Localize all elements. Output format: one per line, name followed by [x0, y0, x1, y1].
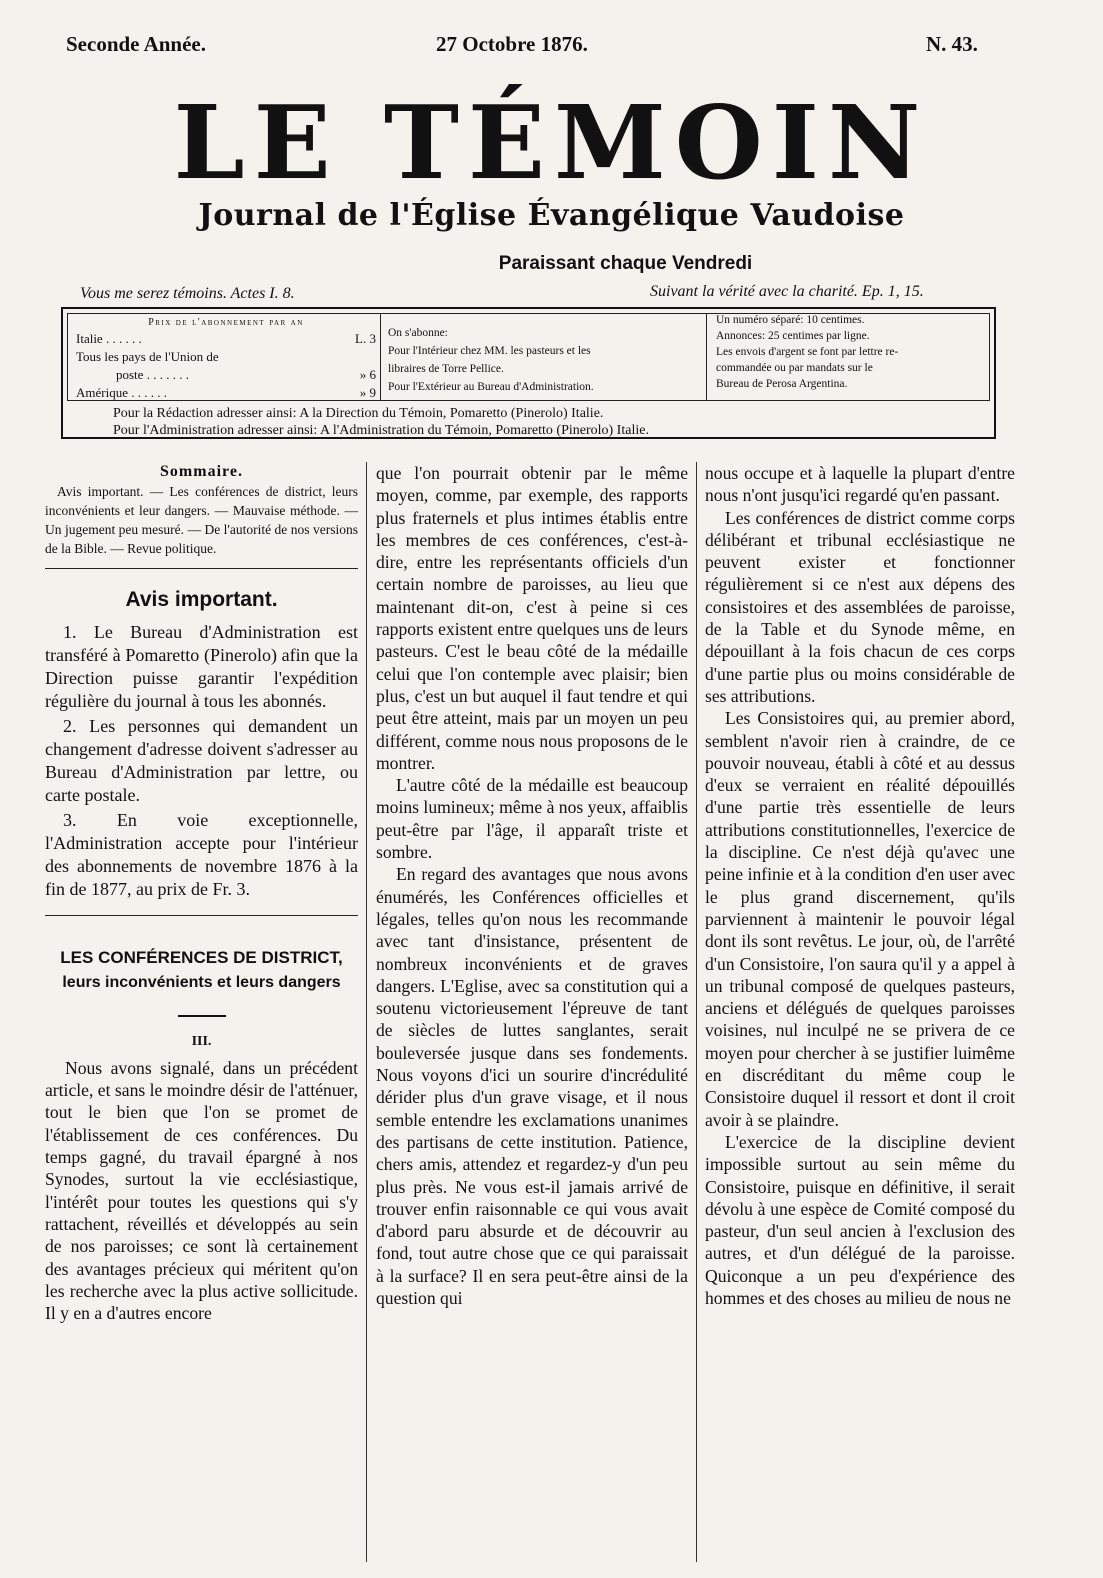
column-rule [366, 462, 367, 1562]
box-divider [706, 314, 707, 400]
article-paragraph: L'exercice de la discipline devient impossible surtout au sein même du Consistoire, puisque en définitive, il serait dévolu à une espèce de Comité composé du pasteur, d'un seul ancien à l'exclusion des autres, et d'un délégué de la paroisse. Quiconque a un peu d'expérience des hommes et des choses au milieu de nous ne [705, 1131, 1015, 1308]
box-divider [380, 314, 381, 400]
divider [45, 915, 358, 916]
avis-paragraph: 3. En voie exceptionnelle, l'Administration accepte pour l'intérieur des abonnements de novembre 1876 à la fin de 1877, au prix de Fr. 3. [45, 810, 358, 900]
article-paragraph: Les conférences de district comme corps délibérant et tribunal ecclésiastique ne peuvent exister et fonctionner régulièrement si ce n'est aux dépens des consistoires et des assemblées de paroisse, de la Table et du Synode même, en dépouillant à la fois chacun de ces corps d'une partie plus ou moins considérable de ses attributions. [705, 507, 1015, 706]
masthead-title: LE TÉMOIN [173, 83, 930, 202]
issue-date: 27 Octobre 1876. [436, 32, 588, 56]
sommaire-title: Sommaire. [160, 463, 243, 480]
info-line: Les envois d'argent se font par lettre re- [716, 346, 899, 358]
price-row [76, 330, 376, 348]
article-section: III. [191, 1033, 212, 1049]
subscription-where [388, 324, 708, 396]
subscription-line: Pour l'Extérieur au Bureau d'Administration. [388, 381, 594, 393]
column-2 [376, 462, 688, 1309]
divider [45, 568, 358, 569]
article-paragraph: Nous avons signalé, dans un précédent article, et sans le moindre désir de l'atténuer, tout le bien que l'on se promet de l'établissement de ces conférences. Du temps gagné, du travail épargné à nos Synodes, surtout la vie ecclésiastique, l'intérêt pour toutes les questions qui s'y rattachent, réveillés et développés au sein de nos paroisses; ce sont là certainement des avantages précieux qui méritent qu'on les recherche avec la plus active sollicitude. Il y en a d'autres encore [45, 1057, 358, 1324]
column-3 [705, 462, 1015, 1309]
article-subtitle: leurs inconvénients et leurs dangers [62, 974, 341, 992]
subscription-line: On s'abonne: [388, 327, 448, 339]
info-line: Bureau de Perosa Argentina. [716, 378, 848, 390]
masthead-subtitle: Journal de l'Église Évangélique Vaudoise [198, 198, 905, 233]
article-paragraph: L'autre côté de la médaille est beaucoup moins lumineux; même à nos yeux, affaiblis peut-être par l'âge, il apparaît triste et sombre. [376, 775, 688, 863]
issue-number: N. 43. [926, 32, 978, 56]
article-col1 [45, 1057, 358, 1325]
price-value: » 6 [359, 367, 376, 382]
issue-header [0, 30, 1103, 60]
article-title: LES CONFÉRENCES DE DISTRICT, [60, 948, 343, 968]
publication-frequency: Paraissant chaque Vendredi [498, 253, 753, 274]
price-label: poste . . . . . . . [116, 367, 189, 382]
avis-paragraph: 1. Le Bureau d'Administration est transféré à Pomaretto (Pinerolo) afin que la Direction puisse garantir l'expédition régulière du journal à tous les abonnés. [45, 622, 358, 712]
subscription-prices [76, 316, 376, 402]
column-rule [696, 462, 697, 1562]
address-redaction: Pour la Rédaction adresser ainsi: A la Direction du Témoin, Pomaretto (Pinerolo) Italie. [113, 406, 604, 421]
price-label: Tous les pays de l'Union de [76, 349, 219, 364]
subscription-line: Pour l'Intérieur chez MM. les pasteurs et les [388, 345, 591, 357]
price-row [76, 348, 376, 366]
article-paragraph: Les Consistoires qui, au premier abord, semblent n'avoir rien à craindre, de ce pouvoir nouveau, établi à côté et au dessus d'eux se verraient en réalité dépouillés d'une partie très essentielle de leurs attributions constitutionnelles, l'exercice de la discipline. Ce n'est déjà qu'avec une peine infinie et à la condition d'en user avec le plus grand discernement, qu'ils parviennent à maintenir le pouvoir légal dont ils sont revêtus. Le jour, où, de l'arrêté d'un Consistoire, l'on saura qu'il y a appel à un tribunal composé de quelques pasteurs, anciens et délégués de quelques paroisses voisines, nul inculpé ne se privera de ce moyen pour chercher à se justifier luimême en discréditant du même coup le Consistoire duquel il ressort et dont il croit avoir à se plaindre. [705, 708, 1015, 1130]
short-rule [178, 1015, 226, 1017]
avis-title: Avis important. [125, 588, 278, 611]
avis-paragraph: 2. Les personnes qui demandent un changement d'adresse doivent s'adresser au Bureau d'Administration par lettre, ou carte postale. [45, 716, 358, 806]
motto-right: Suivant la vérité avec la charité. Ep. 1, 15. [650, 283, 924, 300]
subscription-title: Prix de l'abonnement par an [148, 317, 304, 328]
address-lines [113, 405, 649, 439]
article-paragraph: que l'on pourrait obtenir par le même moyen, comme, par exemple, des rapports plus fraternels et plus intimes établis entre les membres de ces conférences, c'est-à-dire, entre les représentants officiels d'un certain nombre de paroisses, au lieu que maintenant dit-on, c'est à peine si ces rapports existent entre quelques uns de leurs pasteurs. C'est le beau côté de la médaille celui que l'on contemple avec plaisir; bien plus, c'est un but auquel il faut tendre et qui peut être atteint, mais par un moyen un peu différent, comme nous nous proposons de le montrer. [376, 463, 688, 773]
article-paragraph: En regard des avantages que nous avons énumérés, les Conférences officielles et légales, telles qu'on nous les recommande avec tant d'insistance, présentent de nombreux inconvénients et de graves dangers. L'Eglise, avec sa constitution qui a soutenu victorieusement l'épreuve de tant de siècles de luttes sanglantes, serait bouleversée jusque dans ses fondements. Nous voyons d'ici un sourire d'incrédulité dérider plus d'un grave visage, et il nous semble entendre les exclamations unanimes des partisans de cette institution. Patience, chers amis, attendez et regardez-y d'un peu plus près. Ne vous est-il jamais arrivé de trouver enfin raisonnable ce qui vous avait d'abord paru absurde et de découvrir au fond, tout autre chose que ce qui paraissait à la surface? Il en sera peut-être ainsi de la question qui [376, 864, 688, 1308]
price-row [76, 366, 376, 384]
info-line: Un numéro séparé: 10 centimes. [716, 314, 865, 326]
article-paragraph: nous occupe et à laquelle la plupart d'entre nous n'ont jusqu'ici regardé qu'en passant. [705, 463, 1015, 506]
info-line: Annonces: 25 centimes par ligne. [716, 330, 870, 342]
info-line: commandée ou par mandats sur le [716, 362, 873, 374]
subscription-box [61, 307, 996, 439]
subscription-info [716, 312, 996, 392]
sommaire-text: Avis important. — Les conférences de district, leurs inconvénients et leur dangers. — Mauvaise méthode. — Un jugement peu mesuré. — De l'autorité de nos versions de la Bible. — Revue politique. [45, 484, 358, 556]
motto-left: Vous me serez témoins. Actes I. 8. [80, 285, 295, 302]
price-row [76, 384, 376, 402]
column-1 [45, 462, 358, 1324]
price-label: Amérique . . . . . . [76, 385, 167, 400]
subscription-inner [67, 313, 990, 401]
price-label: Italie . . . . . . [76, 331, 142, 346]
issue-year: Seconde Année. [66, 32, 207, 56]
address-administration: Pour l'Administration adresser ainsi: A l'Administration du Témoin, Pomaretto (Pinerolo) Italie. [113, 423, 649, 438]
price-value: » 9 [359, 385, 376, 400]
subscription-line: libraires de Torre Pellice. [388, 363, 504, 375]
price-value: L. 3 [355, 331, 376, 346]
avis-body [45, 621, 358, 901]
